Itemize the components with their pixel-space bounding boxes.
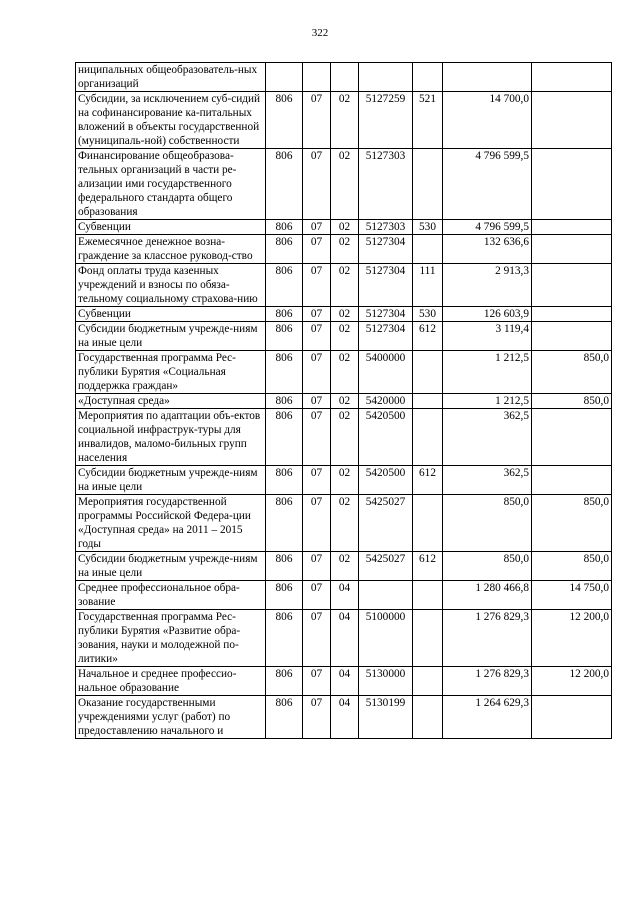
amount-cell: 3 119,4 — [443, 322, 532, 351]
amount-2-cell — [532, 235, 612, 264]
item-name-cell: Финансирование общеобразова-тельных организаций в части ре-ализации ими государственного федерального стандарта общего образования — [76, 149, 266, 220]
section-code-cell: 07 — [303, 149, 331, 220]
target-article-cell: 5425027 — [359, 495, 413, 552]
item-name-cell: Субвенции — [76, 220, 266, 235]
ministry-code-cell: 806 — [266, 495, 303, 552]
table-row — [76, 667, 612, 696]
table-row — [76, 92, 612, 149]
section-code-cell: 07 — [303, 610, 331, 667]
amount-cell: 14 700,0 — [443, 92, 532, 149]
subsection-code-cell: 02 — [331, 307, 359, 322]
item-name-cell: Государственная программа Рес-публики Бурятия «Развитие обра-зования, науки и молодежной по-литики» — [76, 610, 266, 667]
expense-type-cell — [413, 409, 443, 466]
ministry-code-cell: 806 — [266, 667, 303, 696]
item-name-cell: Субсидии бюджетным учрежде-ниям на иные цели — [76, 466, 266, 495]
item-name-cell: Ежемесячное денежное возна-граждение за классное руковод-ство — [76, 235, 266, 264]
subsection-code-cell: 04 — [331, 696, 359, 739]
item-name-cell: Субсидии бюджетным учрежде-ниям на иные цели — [76, 322, 266, 351]
item-name-cell: Субсидии бюджетным учрежде-ниям на иные цели — [76, 552, 266, 581]
table-row — [76, 552, 612, 581]
amount-cell: 362,5 — [443, 409, 532, 466]
budget-table — [75, 62, 612, 739]
target-article-cell — [359, 581, 413, 610]
item-name-cell: Оказание государственными учреждениями услуг (работ) по предоставлению начального и — [76, 696, 266, 739]
table-body — [76, 63, 612, 739]
ministry-code-cell: 806 — [266, 351, 303, 394]
subsection-code-cell: 04 — [331, 667, 359, 696]
table-row — [76, 149, 612, 220]
amount-2-cell — [532, 696, 612, 739]
target-article-cell: 5420000 — [359, 394, 413, 409]
item-name-cell: «Доступная среда» — [76, 394, 266, 409]
amount-2-cell: 12 200,0 — [532, 610, 612, 667]
section-code-cell: 07 — [303, 409, 331, 466]
amount-2-cell: 14 750,0 — [532, 581, 612, 610]
section-code-cell: 07 — [303, 394, 331, 409]
expense-type-cell — [413, 581, 443, 610]
ministry-code-cell: 806 — [266, 92, 303, 149]
table-row — [76, 696, 612, 739]
ministry-code-cell: 806 — [266, 466, 303, 495]
amount-cell: 1 280 466,8 — [443, 581, 532, 610]
amount-cell: 2 913,3 — [443, 264, 532, 307]
table-row — [76, 610, 612, 667]
amount-2-cell: 12 200,0 — [532, 667, 612, 696]
expense-type-cell — [413, 63, 443, 92]
target-article-cell: 5420500 — [359, 466, 413, 495]
ministry-code-cell: 806 — [266, 696, 303, 739]
subsection-code-cell — [331, 63, 359, 92]
expense-type-cell: 530 — [413, 220, 443, 235]
ministry-code-cell: 806 — [266, 394, 303, 409]
table-row — [76, 351, 612, 394]
ministry-code-cell: 806 — [266, 610, 303, 667]
table-row — [76, 409, 612, 466]
amount-cell: 1 212,5 — [443, 351, 532, 394]
expense-type-cell: 612 — [413, 322, 443, 351]
subsection-code-cell: 04 — [331, 610, 359, 667]
section-code-cell — [303, 63, 331, 92]
expense-type-cell — [413, 667, 443, 696]
amount-cell: 4 796 599,5 — [443, 149, 532, 220]
subsection-code-cell: 02 — [331, 466, 359, 495]
section-code-cell: 07 — [303, 92, 331, 149]
expense-type-cell — [413, 235, 443, 264]
expense-type-cell — [413, 149, 443, 220]
item-name-cell: Субсидии, за исключением суб-сидий на софинансирование ка-питальных вложений в объекты государственной (муниципаль-ной) собственности — [76, 92, 266, 149]
target-article-cell: 5127304 — [359, 264, 413, 307]
item-name-cell: Начальное и среднее профессио-нальное образование — [76, 667, 266, 696]
ministry-code-cell: 806 — [266, 264, 303, 307]
expense-type-cell: 521 — [413, 92, 443, 149]
amount-cell — [443, 63, 532, 92]
ministry-code-cell: 806 — [266, 552, 303, 581]
subsection-code-cell: 02 — [331, 351, 359, 394]
subsection-code-cell: 02 — [331, 322, 359, 351]
target-article-cell — [359, 63, 413, 92]
target-article-cell: 5127304 — [359, 322, 413, 351]
table-row — [76, 322, 612, 351]
item-name-cell: Среднее профессиональное обра-зование — [76, 581, 266, 610]
amount-2-cell: 850,0 — [532, 495, 612, 552]
amount-2-cell — [532, 466, 612, 495]
amount-2-cell — [532, 63, 612, 92]
amount-cell: 850,0 — [443, 552, 532, 581]
table-row — [76, 394, 612, 409]
subsection-code-cell: 02 — [331, 552, 359, 581]
amount-2-cell — [532, 149, 612, 220]
target-article-cell: 5127303 — [359, 149, 413, 220]
section-code-cell: 07 — [303, 552, 331, 581]
section-code-cell: 07 — [303, 696, 331, 739]
amount-2-cell: 850,0 — [532, 394, 612, 409]
amount-2-cell — [532, 264, 612, 307]
item-name-cell: Государственная программа Рес-публики Бурятия «Социальная поддержка граждан» — [76, 351, 266, 394]
target-article-cell: 5127304 — [359, 307, 413, 322]
target-article-cell: 5130000 — [359, 667, 413, 696]
target-article-cell: 5127304 — [359, 235, 413, 264]
item-name-cell: ниципальных общеобразователь-ных организаций — [76, 63, 266, 92]
subsection-code-cell: 02 — [331, 149, 359, 220]
ministry-code-cell: 806 — [266, 581, 303, 610]
amount-cell: 1 264 629,3 — [443, 696, 532, 739]
subsection-code-cell: 02 — [331, 92, 359, 149]
subsection-code-cell: 02 — [331, 264, 359, 307]
subsection-code-cell: 04 — [331, 581, 359, 610]
table-row — [76, 466, 612, 495]
expense-type-cell — [413, 394, 443, 409]
page-number: 322 — [311, 27, 329, 39]
amount-cell: 362,5 — [443, 466, 532, 495]
target-article-cell: 5100000 — [359, 610, 413, 667]
target-article-cell: 5420500 — [359, 409, 413, 466]
table-row — [76, 63, 612, 92]
table-row — [76, 495, 612, 552]
amount-cell: 1 212,5 — [443, 394, 532, 409]
expense-type-cell: 111 — [413, 264, 443, 307]
subsection-code-cell: 02 — [331, 409, 359, 466]
amount-cell: 132 636,6 — [443, 235, 532, 264]
expense-type-cell: 530 — [413, 307, 443, 322]
amount-cell: 850,0 — [443, 495, 532, 552]
ministry-code-cell: 806 — [266, 149, 303, 220]
amount-cell: 1 276 829,3 — [443, 610, 532, 667]
item-name-cell: Мероприятия государственной программы Российской Федера-ции «Доступная среда» на 2011 – 2015 годы — [76, 495, 266, 552]
target-article-cell: 5425027 — [359, 552, 413, 581]
ministry-code-cell: 806 — [266, 235, 303, 264]
table-row — [76, 235, 612, 264]
target-article-cell: 5130199 — [359, 696, 413, 739]
subsection-code-cell: 02 — [331, 220, 359, 235]
table-row — [76, 264, 612, 307]
subsection-code-cell: 02 — [331, 235, 359, 264]
table-row — [76, 581, 612, 610]
item-name-cell: Фонд оплаты труда казенных учреждений и взносы по обяза-тельному социальному страхова-нию — [76, 264, 266, 307]
expense-type-cell — [413, 696, 443, 739]
amount-2-cell — [532, 322, 612, 351]
expense-type-cell — [413, 495, 443, 552]
amount-2-cell — [532, 409, 612, 466]
amount-cell: 126 603,9 — [443, 307, 532, 322]
ministry-code-cell: 806 — [266, 220, 303, 235]
expense-type-cell: 612 — [413, 552, 443, 581]
section-code-cell: 07 — [303, 466, 331, 495]
ministry-code-cell: 806 — [266, 409, 303, 466]
target-article-cell: 5400000 — [359, 351, 413, 394]
section-code-cell: 07 — [303, 307, 331, 322]
section-code-cell: 07 — [303, 220, 331, 235]
amount-2-cell — [532, 307, 612, 322]
section-code-cell: 07 — [303, 495, 331, 552]
expense-type-cell — [413, 610, 443, 667]
item-name-cell: Субвенции — [76, 307, 266, 322]
target-article-cell: 5127303 — [359, 220, 413, 235]
table-row — [76, 220, 612, 235]
item-name-cell: Мероприятия по адаптации объ-ектов социальной инфраструк-туры для инвалидов, маломо-бильных групп населения — [76, 409, 266, 466]
table-row — [76, 307, 612, 322]
amount-2-cell: 850,0 — [532, 351, 612, 394]
expense-type-cell — [413, 351, 443, 394]
subsection-code-cell: 02 — [331, 394, 359, 409]
target-article-cell: 5127259 — [359, 92, 413, 149]
section-code-cell: 07 — [303, 235, 331, 264]
amount-2-cell — [532, 92, 612, 149]
amount-cell: 1 276 829,3 — [443, 667, 532, 696]
subsection-code-cell: 02 — [331, 495, 359, 552]
section-code-cell: 07 — [303, 581, 331, 610]
section-code-cell: 07 — [303, 667, 331, 696]
ministry-code-cell — [266, 63, 303, 92]
expense-type-cell: 612 — [413, 466, 443, 495]
section-code-cell: 07 — [303, 322, 331, 351]
amount-cell: 4 796 599,5 — [443, 220, 532, 235]
section-code-cell: 07 — [303, 351, 331, 394]
ministry-code-cell: 806 — [266, 307, 303, 322]
ministry-code-cell: 806 — [266, 322, 303, 351]
amount-2-cell: 850,0 — [532, 552, 612, 581]
section-code-cell: 07 — [303, 264, 331, 307]
amount-2-cell — [532, 220, 612, 235]
